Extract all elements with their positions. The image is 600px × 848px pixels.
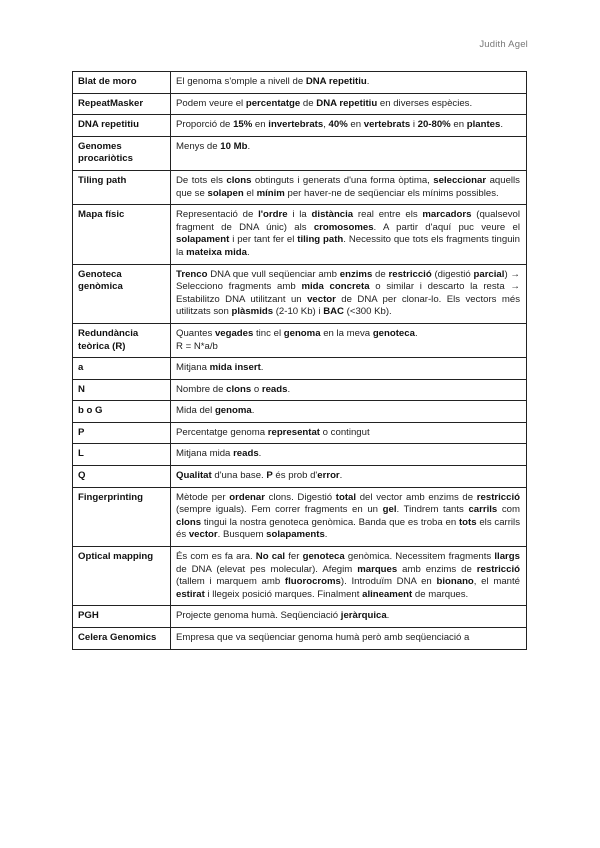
glossary-term: Tiling path <box>73 170 171 204</box>
bold-term: P <box>266 470 273 482</box>
glossary-term: Q <box>73 466 171 488</box>
glossary-definition <box>171 379 527 401</box>
glossary-term: Genomes procariòtics <box>73 136 171 170</box>
glossary-term: Genoteca genòmica <box>73 264 171 323</box>
bold-term: genoma <box>283 327 321 339</box>
bold-term: 15% <box>233 119 253 131</box>
glossary-row <box>73 628 527 650</box>
bold-term: enzims <box>339 268 373 280</box>
definition-line: És com es fa ara. No cal fer genoteca genòmica. Necessitem fragments llargs de DNA (elevat pes molecular). Afegim marques amb enzims de restricció (tallem i marquem amb fluorocroms). Introduïm DNA en bionano, el manté estirat i llegeix posició marques. Finalment alineament de marques. <box>176 551 520 600</box>
definition-line: Mitjana mida reads. <box>176 448 262 460</box>
bold-term: seleccionar <box>433 174 487 186</box>
bold-term: clons <box>176 516 202 528</box>
bold-term: invertebrats <box>268 119 324 131</box>
glossary-term: a <box>73 358 171 380</box>
bold-term: ordenar <box>229 491 265 503</box>
glossary-row <box>73 358 527 380</box>
bold-term: alineament <box>362 588 413 600</box>
glossary-row <box>73 487 527 546</box>
bold-term: Qualitat <box>176 470 212 482</box>
glossary-term: Blat de moro <box>73 72 171 94</box>
glossary-term: Fingerprinting <box>73 487 171 546</box>
definition-line: Quantes vegades tinc el genoma en la meva genoteca. <box>176 327 418 339</box>
glossary-row <box>73 136 527 170</box>
bold-term: vegades <box>214 327 254 339</box>
glossary-definition <box>171 264 527 323</box>
bold-term: tots <box>458 516 477 528</box>
definition-line: Qualitat d'una base. P és prob d'error. <box>176 470 343 482</box>
glossary-row <box>73 401 527 423</box>
bold-term: plantes <box>466 119 501 131</box>
bold-term: clons <box>226 174 252 186</box>
glossary-body <box>73 72 527 650</box>
bold-term: marcadors <box>422 209 472 221</box>
bold-term: reads <box>233 448 259 460</box>
definition-line: Menys de 10 Mb. <box>176 140 251 152</box>
bold-term: 20-80% <box>417 119 451 131</box>
bold-term: DNA repetitiu <box>316 97 378 109</box>
glossary-definition <box>171 136 527 170</box>
bold-term: genoteca <box>372 327 415 339</box>
glossary-row <box>73 323 527 357</box>
bold-term: llargs <box>494 551 520 563</box>
bold-term: representat <box>267 426 321 438</box>
definition-line: Empresa que va seqüenciar genoma humà però amb seqüenciació a <box>176 632 470 643</box>
glossary-term: Mapa físic <box>73 205 171 264</box>
bold-term: vertebrats <box>363 119 411 131</box>
glossary-definition <box>171 323 527 357</box>
bold-term: bionano <box>436 576 474 588</box>
bold-term: gel <box>382 504 397 516</box>
definition-line: El genoma s'omple a nivell de DNA repetitiu. <box>176 76 370 87</box>
glossary-definition <box>171 205 527 264</box>
bold-term: mínim <box>256 187 285 199</box>
bold-term: solapen <box>207 187 244 199</box>
bold-term: restricció <box>476 491 520 503</box>
bold-term: tiling path <box>297 234 344 246</box>
definition-line: Proporció de 15% en invertebrats, 40% en vertebrats i 20-80% en plantes. <box>176 119 503 131</box>
glossary-definition <box>171 547 527 606</box>
bold-term: clons <box>226 383 252 395</box>
bold-term: mida insert <box>209 362 261 374</box>
definition-line: Mitjana mida insert. <box>176 362 264 374</box>
bold-term: solapament <box>176 234 230 246</box>
glossary-definition <box>171 444 527 466</box>
glossary-definition <box>171 422 527 444</box>
definition-line: Projecte genoma humà. Seqüenciació jeràrquica. <box>176 610 390 622</box>
bold-term: fluorocroms <box>284 576 341 588</box>
glossary-row <box>73 205 527 264</box>
definition-line: Nombre de clons o reads. <box>176 383 291 395</box>
bold-term: solapaments <box>266 529 325 541</box>
glossary-definition <box>171 606 527 628</box>
glossary-term: b o G <box>73 401 171 423</box>
bold-term: DNA repetitiu <box>305 76 367 87</box>
glossary-row <box>73 379 527 401</box>
glossary-row <box>73 466 527 488</box>
bold-term: 40% <box>328 119 348 131</box>
definition-line: Mètode per ordenar clons. Digestió total del vector amb enzims de restricció (sempre iguals). Fem correr fragments en un gel. Tindrem tants carrils com clons tingui la nostra genoteca genòmica. Banda que es troba en tots els carrils és vector. Busquem solapaments. <box>176 491 520 541</box>
glossary-term: RepeatMasker <box>73 93 171 115</box>
bold-term: No cal <box>255 551 286 563</box>
bold-term: reads <box>261 383 288 395</box>
glossary-definition <box>171 487 527 546</box>
bold-term: restricció <box>476 563 520 575</box>
bold-term: 10 Mb <box>220 140 248 152</box>
definition-line: Percentatge genoma representat o contingut <box>176 426 370 438</box>
glossary-row <box>73 444 527 466</box>
bold-term: plàsmids <box>231 306 274 318</box>
glossary-definition <box>171 170 527 204</box>
glossary-table <box>72 71 527 650</box>
bold-term: total <box>335 491 357 503</box>
glossary-row <box>73 115 527 137</box>
definition-line: R = N*a/b <box>176 340 218 352</box>
definition-line: Podem veure el percentatge de DNA repetitiu en diverses espècies. <box>176 97 473 109</box>
bold-term: parcial <box>473 268 505 280</box>
glossary-row <box>73 170 527 204</box>
bold-term: jeràrquica <box>340 610 387 622</box>
glossary-definition <box>171 115 527 137</box>
bold-term: error <box>317 470 340 482</box>
bold-term: mida concreta <box>301 281 370 293</box>
glossary-definition <box>171 628 527 650</box>
glossary-definition <box>171 358 527 380</box>
glossary-term: L <box>73 444 171 466</box>
glossary-row <box>73 264 527 323</box>
bold-term: mateixa mida <box>186 246 247 258</box>
bold-term: distància <box>311 209 354 221</box>
bold-term: percentatge <box>245 97 301 109</box>
bold-term: genoteca <box>302 551 345 563</box>
glossary-row <box>73 606 527 628</box>
glossary-row <box>73 93 527 115</box>
bold-term: cromosomes <box>313 221 374 233</box>
glossary-term: N <box>73 379 171 401</box>
bold-term: marques <box>357 563 398 575</box>
bold-term: vector <box>188 529 218 541</box>
glossary-definition <box>171 72 527 94</box>
glossary-row <box>73 422 527 444</box>
glossary-definition <box>171 401 527 423</box>
glossary-term: P <box>73 422 171 444</box>
glossary-term: Redundància teòrica (R) <box>73 323 171 357</box>
page-author: Judith Agel <box>479 39 528 50</box>
bold-term: estirat <box>176 588 205 600</box>
glossary-term: PGH <box>73 606 171 628</box>
glossary-definition <box>171 93 527 115</box>
glossary-definition <box>171 466 527 488</box>
bold-term: genoma <box>214 405 252 417</box>
bold-term: l'ordre <box>258 209 288 221</box>
bold-term: vector <box>307 293 336 305</box>
glossary-term: DNA repetitiu <box>73 115 171 137</box>
definition-line: Trenco DNA que vull seqüenciar amb enzims de restricció (digestió parcial) → Selecciono fragments amb mida concreta o similar i descarto la resta → Estabilitzo DNA utilitzant un vector de DNA per clonar-lo. Els vectors més utilitzats son plàsmids (2-10 Kb) i BAC (<300 Kb). <box>176 268 520 318</box>
glossary-row <box>73 72 527 94</box>
bold-term: Trenco <box>176 268 208 280</box>
glossary-term: Optical mapping <box>73 547 171 606</box>
bold-term: BAC <box>323 306 344 318</box>
glossary-term: Celera Genomics <box>73 628 171 650</box>
definition-line: Representació de l'ordre i la distància real entre els marcadors (qualsevol fragment de DNA únic) als cromosomes. A partir d'aquí puc veure el solapament i per tant fer el tiling path. Necessito que tots els fragments tinguin la mateixa mida. <box>176 209 521 258</box>
glossary-row <box>73 547 527 606</box>
definition-line: De tots els clons obtinguts i generats d'una forma òptima, seleccionar aquells que se solapen el mínim per haver-ne de seqüenciar els mínims possibles. <box>176 174 520 199</box>
definition-line: Mida del genoma. <box>176 405 255 417</box>
bold-term: restricció <box>388 268 432 280</box>
bold-term: carrils <box>468 504 498 516</box>
